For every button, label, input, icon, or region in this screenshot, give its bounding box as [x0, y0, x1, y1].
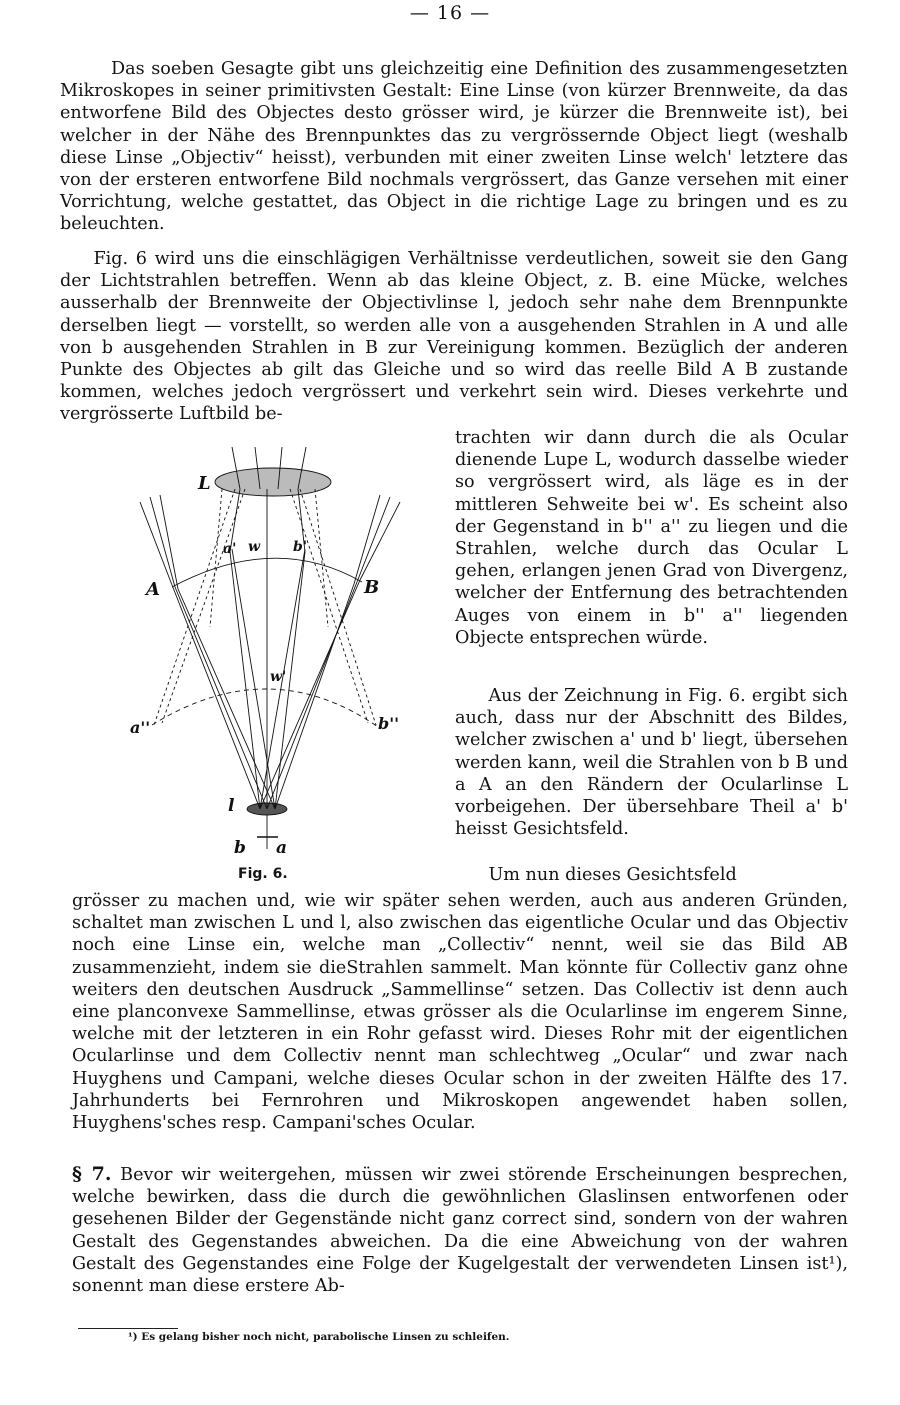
- figure-caption: Fig. 6.: [238, 866, 288, 882]
- paragraph-text: Das soeben Gesagte gibt uns gleichzeitig eine Definition des zusammengesetzten Mikroskopes in seiner primitivsten Gestalt: Eine Linse (von kürzer Brennweite, da das entworfene Bild des Objectes desto grösser wird, je kürzer die Brennweite ist), bei welcher in der Nähe des Brennpunktes das zu vergrössernde Object liegt (weshalb diese Linse „Objectiv“ heisst), verbunden mit einer zweiten Linse welch' letztere das von der ersteren entworfene Bild nochmals vergrössert, das Ganze versehen mit einer Vorrichtung, welche gestattet, das Object in die richtige Lage zu bringen und es zu beleuchten.: [60, 59, 848, 235]
- paragraph-ocular-lupe: [455, 427, 848, 649]
- label-B: B: [364, 577, 380, 598]
- paragraph-section-7: [72, 1163, 848, 1297]
- paragraph-text: grösser zu machen und, wie wir später sehen werden, auch aus anderen Gründen, schaltet man zwischen L und l, also zwischen das eigentliche Ocular und das Objectiv noch eine Linse ein, welche man „Collectiv“ nennt, weil sie das Bild AB zusammenzieht, indem sie dieStrahlen sammelt. Man könnte für Collectiv ganz ohne weiters den deutschen Ausdruck „Sammellinse“ setzen. Das Collectiv ist denn auch eine planconvexe Sammellinse, etwas grösser als die Ocularlinse im engerem Sinne, welche mit der letzteren in ein Rohr gefasst wird. Dieses Rohr mit der eigentlichen Ocularlinse und dem Collectiv nennt man schlechtweg „Ocular“ und zwar nach Huyghens und Campani, welche dieses Ocular schon in der zweiten Hälfte des 17. Jahrhunderts bei Fernrohren und Mikroskopen angewendet haben sollen, Huyghens'sches resp. Campani'sches Ocular.: [72, 891, 848, 1134]
- paragraph-gesichtsfeld: [455, 685, 848, 840]
- label-w1: w': [270, 669, 287, 685]
- section-mark: § 7.: [72, 1163, 112, 1185]
- paragraph-text: trachten wir dann durch die als Ocular dienende Lupe L, wodurch dasselbe wieder so vergrössert wird, als läge es in der mittleren Sehweite bei w'. Es scheint also der Gegenstand in b'' a'' zu liegen und die Strahlen, welche durch das Ocular L gehen, erlangen jenen Grad von Divergenz, welcher der Entfernung des betrachtenden Auges von einem in b'' a'' liegenden Objecte entsprechen würde.: [455, 428, 848, 648]
- label-a: a: [276, 838, 288, 857]
- paragraph-text: [72, 1163, 848, 1297]
- page-number: — 16 —: [409, 2, 491, 24]
- label-L: L: [198, 473, 211, 494]
- label-b: b: [234, 838, 246, 857]
- footnote-divider: [78, 1328, 178, 1329]
- paragraph-microscope-definition: [60, 58, 848, 236]
- paragraph-text: Fig. 6 wird uns die einschlägigen Verhältnisse verdeutlichen, soweit sie den Gang der Lichtstrahlen betreffen. Wenn ab das kleine Object, z. B. eine Mücke, welches ausserhalb der Brennweite der Objectivlinse l, jedoch sehr nahe dem Brennpunkte derselben liegt — vorstellt, so werden alle von a ausgehenden Strahlen in A und alle von b ausgehenden Strahlen in B zur Vereinigung kommen. Bezüglich der anderen Punkte des Objectes ab gilt das Gleiche und so wird das reelle Bild A B zustande kommen, welches jedoch vergrössert und verkehrt sein wird. Dieses verkehrte und vergrösserte Luftbild be-: [60, 249, 848, 425]
- footnote: ¹) Es gelang bisher noch nicht, parabolische Linsen zu schleifen.: [128, 1331, 510, 1343]
- paragraph-fig6-intro: [60, 248, 848, 426]
- virtual-image-arc: [152, 689, 378, 727]
- label-a1: a': [223, 541, 237, 557]
- fig6-ray-diagram: [110, 437, 440, 857]
- paragraph-text: Um nun dieses Gesichtsfeld: [488, 865, 737, 885]
- label-l: l: [228, 796, 235, 816]
- paragraph-text: Aus der Zeichnung in Fig. 6. ergibt sich auch, dass nur der Abschnitt des Bildes, welcher zwischen a' und b' liegt, übersehen werden kann, weil die Strahlen von b B und a A an den Rändern der Ocularlinse L vorbeigehen. Der übersehbare Theil a' b' heisst Gesichtsfeld.: [455, 686, 848, 840]
- label-b2: b'': [378, 714, 399, 733]
- label-b1: b': [293, 539, 308, 555]
- paragraph-collectiv: [72, 890, 848, 1134]
- label-a2: a'': [130, 718, 151, 737]
- section-7-text: Bevor wir weitergehen, müssen wir zwei störende Erscheinungen besprechen, welche bewirken, dass die durch die gewöhnlichen Glaslinsen entworfenen oder gesehenen Bilder der Gegenstände nicht ganz correct sind, sondern von der wahren Gestalt des Gegenstandes abweichen. Da die eine Abweichung von der wahren Gestalt des Gegenstandes eine Folge der Kugelgestalt der verwendeten Linsen ist¹), sonennt man diese erstere Ab-: [72, 1165, 848, 1297]
- paragraph-gesichtsfeld-start: [455, 864, 848, 886]
- label-A: A: [146, 579, 160, 600]
- ocular-lens: [215, 468, 331, 496]
- label-w: w: [248, 539, 261, 555]
